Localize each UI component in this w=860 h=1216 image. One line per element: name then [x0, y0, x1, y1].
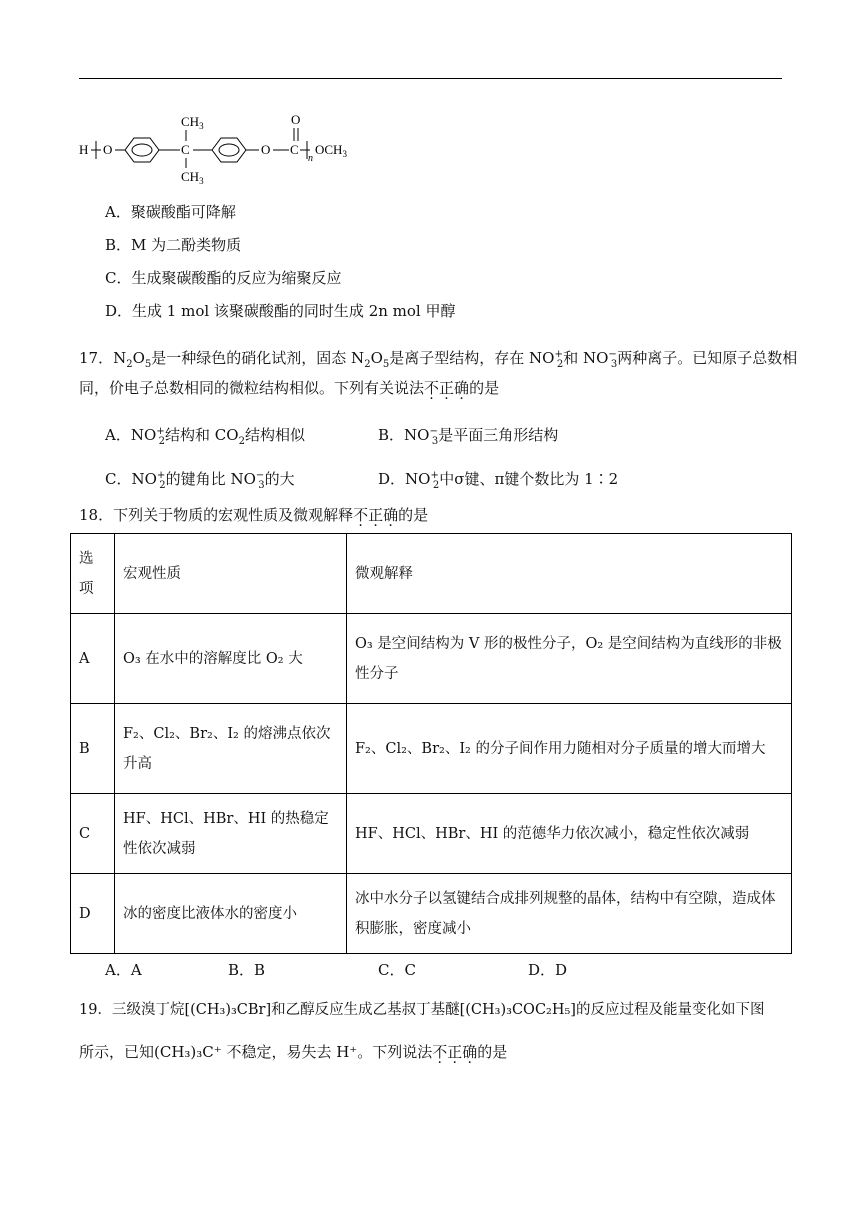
- header-option: 选项: [71, 534, 115, 614]
- q17-option-d: D．$NO^+_2$中σ键、π键个数比为 1∶2: [378, 470, 619, 491]
- q18-choice-d: D．D: [528, 961, 568, 979]
- row-micro: 冰中水分子以氢键结合成排列规整的晶体，结构中有空隙，造成体积膨胀，密度减小: [347, 874, 792, 954]
- structure-c: C: [181, 142, 190, 157]
- structure-o1: O: [103, 142, 113, 157]
- q17-option-a: A．$NO^+_2$结构和 $CO_2$结构相似: [105, 426, 305, 447]
- svg-text:OCH3: $OCH_3$: [315, 142, 347, 159]
- q18-choice-c: C．C: [378, 961, 416, 979]
- row-option: A: [71, 614, 115, 704]
- q19-emphasis: 不正确: [432, 1043, 478, 1061]
- structure-h: H: [79, 142, 89, 157]
- structure-o2: O: [261, 142, 271, 157]
- row-option: D: [71, 874, 115, 954]
- row-macro: F₂、Cl₂、Br₂、I₂ 的熔沸点依次升高: [115, 704, 347, 794]
- q18-choice-b: B．B: [228, 961, 266, 979]
- table-row: [71, 704, 792, 794]
- row-macro: 冰的密度比液体水的密度小: [115, 874, 347, 954]
- row-option: B: [71, 704, 115, 794]
- q17-option-b: B．$NO^-_3$是平面三角形结构: [378, 426, 559, 447]
- q17-stem-line1: 17．$N_2O_5$是一种绿色的硝化试剂，固态 $N_2O_5$是离子型结构，存在 $NO^+_2$和 $NO^-_3$两种离子。已知原子总数相: [79, 349, 798, 370]
- row-macro: HF、HCl、HBr、HI 的热稳定性依次减弱: [115, 794, 347, 874]
- q18-choice-a: A．A: [105, 961, 142, 979]
- benzene-ring-2: [212, 138, 246, 162]
- q16-option-a: A．聚碳酸酯可降解: [105, 203, 236, 221]
- table-row: [71, 794, 792, 874]
- structure-o-double: O: [291, 112, 301, 127]
- q18-emphasis: 不正确: [353, 506, 399, 524]
- row-micro: HF、HCl、HBr、HI 的范德华力依次减小，稳定性依次减弱: [347, 794, 792, 874]
- q17-option-c: C．$NO^+_2$的键角比 $NO^-_3$的大: [105, 470, 295, 491]
- table-row: [71, 614, 792, 704]
- header-micro: 微观解释: [347, 534, 792, 614]
- row-micro: O₃ 是空间结构为 V 形的极性分子，O₂ 是空间结构为直线形的非极性分子: [347, 614, 792, 704]
- q16-option-d: D．生成 1 mol 该聚碳酸酯的同时生成 2n mol 甲醇: [105, 302, 456, 320]
- svg-text:CH3: $CH_3$: [181, 114, 204, 131]
- q19-stem-line1: 19．三级溴丁烷[(CH₃)₃CBr]和乙醇反应生成乙基叔丁基醚[(CH₃)₃COC₂H₅]的反应过程及能量变化如下图: [79, 1002, 765, 1018]
- q18-stem: 18．下列关于物质的宏观性质及微观解释不正确的是: [79, 506, 429, 524]
- polycarbonate-structure: [79, 108, 379, 190]
- q18-table: [70, 533, 792, 954]
- table-header-row: [71, 534, 792, 614]
- structure-n: n: [308, 153, 313, 164]
- q17-stem-line2: 同，价电子总数相同的微粒结构相似。下列有关说法不正确的是: [79, 379, 500, 397]
- header-rule: [79, 78, 782, 79]
- table-row: [71, 874, 792, 954]
- row-option: C: [71, 794, 115, 874]
- q19-stem-line2: 所示，已知(CH₃)₃C⁺ 不稳定，易失去 H⁺。下列说法不正确的是: [79, 1043, 508, 1061]
- structure-c2: C: [290, 142, 299, 157]
- header-macro: 宏观性质: [115, 534, 347, 614]
- row-micro: F₂、Cl₂、Br₂、I₂ 的分子间作用力随相对分子质量的增大而增大: [347, 704, 792, 794]
- q16-option-c: C．生成聚碳酸酯的反应为缩聚反应: [105, 269, 342, 287]
- q17-emphasis: 不正确: [424, 379, 470, 397]
- benzene-ring-1: [125, 138, 159, 162]
- row-macro: O₃ 在水中的溶解度比 O₂ 大: [115, 614, 347, 704]
- q16-option-b: B．M 为二酚类物质: [105, 236, 242, 254]
- svg-text:CH3: $CH_3$: [181, 169, 204, 186]
